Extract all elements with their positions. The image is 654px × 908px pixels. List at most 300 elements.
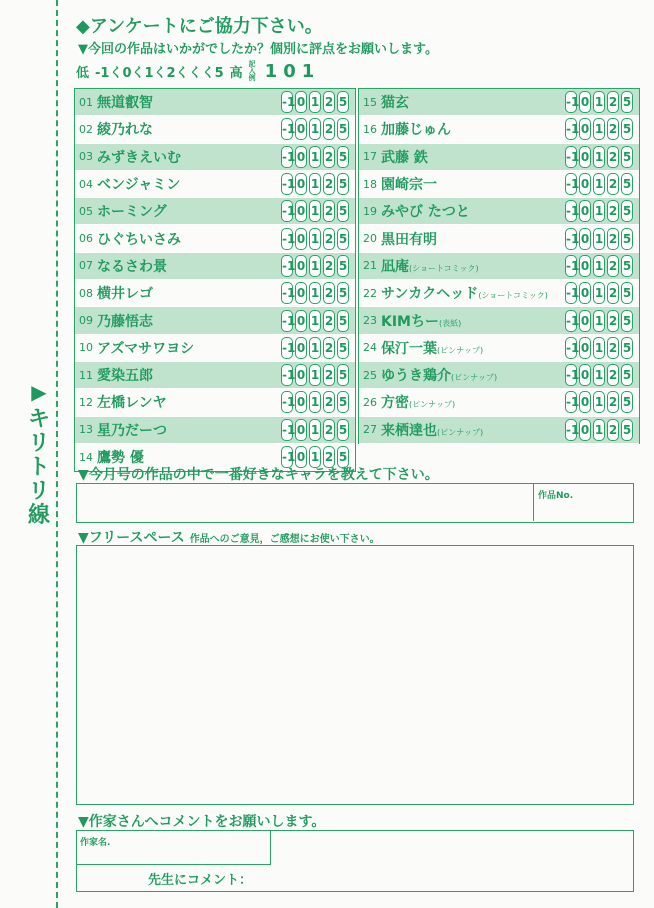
rating-row-number: 24 xyxy=(363,341,377,355)
rating-option[interactable]: -1 xyxy=(565,228,577,250)
rating-option[interactable]: 1 xyxy=(309,255,321,277)
rating-row-number: 04 xyxy=(79,177,93,191)
free-space-heading: ▼フリースペース xyxy=(78,530,185,546)
rating-option[interactable]: 2 xyxy=(323,391,335,413)
rating-option[interactable]: 2 xyxy=(607,391,619,413)
author-name: サンカクヘッド xyxy=(381,286,479,303)
rating-row-number: 15 xyxy=(363,95,377,109)
rating-option[interactable]: -1 xyxy=(565,337,577,359)
rating-scale xyxy=(281,91,349,113)
rating-row xyxy=(359,144,639,171)
author-name: 乃藤悟志 xyxy=(97,313,153,330)
author-name: 来栖達也 xyxy=(381,422,437,439)
rating-option[interactable]: 1 xyxy=(309,118,321,140)
rating-scale xyxy=(281,391,349,413)
legend-low: 低 xyxy=(76,65,90,81)
rating-row-number: 11 xyxy=(79,368,93,382)
author-name: 左橋レンヤ xyxy=(97,395,167,412)
rating-option[interactable]: -1 xyxy=(281,228,293,250)
rating-row-number: 18 xyxy=(363,177,377,191)
rating-option[interactable]: 2 xyxy=(323,118,335,140)
rating-option[interactable]: -1 xyxy=(565,310,577,332)
rating-row xyxy=(75,89,355,116)
rating-legend xyxy=(76,60,314,82)
rating-option[interactable]: 0 xyxy=(295,255,307,277)
rating-option[interactable]: 5 xyxy=(337,91,349,113)
rating-option[interactable]: -1 xyxy=(565,255,577,277)
comment-title: ▼作家さんへコメントをお願いします。 xyxy=(78,814,326,830)
rating-option[interactable]: 0 xyxy=(295,419,307,441)
author-note: (ピンナップ) xyxy=(437,345,484,355)
rating-row-number: 26 xyxy=(363,395,377,409)
rating-row-number: 07 xyxy=(79,259,93,273)
rating-option[interactable]: 1 xyxy=(309,310,321,332)
rating-option[interactable]: 0 xyxy=(579,364,591,386)
rating-option[interactable]: 2 xyxy=(607,173,619,195)
rating-option[interactable]: 2 xyxy=(323,337,335,359)
rating-scale xyxy=(565,310,633,332)
rating-row-author xyxy=(97,420,281,440)
rating-option[interactable]: 0 xyxy=(579,200,591,222)
rating-option[interactable]: -1 xyxy=(281,91,293,113)
rating-option[interactable]: 0 xyxy=(295,118,307,140)
rating-option[interactable]: 0 xyxy=(295,337,307,359)
author-name: 星乃だーつ xyxy=(97,422,167,439)
rating-option[interactable]: 1 xyxy=(593,310,605,332)
rating-option[interactable]: 2 xyxy=(323,173,335,195)
rating-option[interactable]: 0 xyxy=(579,146,591,168)
rating-option[interactable]: -1 xyxy=(281,282,293,304)
rating-option[interactable]: 1 xyxy=(309,228,321,250)
rating-option[interactable]: 0 xyxy=(579,419,591,441)
rating-option[interactable]: 1 xyxy=(309,282,321,304)
survey-title: ◆アンケートにご協力下さい。 xyxy=(76,16,323,37)
rating-option[interactable]: -1 xyxy=(281,391,293,413)
rating-option[interactable]: -1 xyxy=(565,200,577,222)
rating-option[interactable]: 0 xyxy=(295,173,307,195)
rating-scale xyxy=(565,118,633,140)
rating-row xyxy=(359,280,639,307)
rating-row xyxy=(359,417,639,444)
rating-row-number: 06 xyxy=(79,232,93,246)
rating-option[interactable]: -1 xyxy=(565,282,577,304)
rating-scale xyxy=(565,419,633,441)
rating-option[interactable]: 0 xyxy=(295,446,307,468)
rating-row-author xyxy=(97,229,281,249)
rating-option[interactable]: 1 xyxy=(593,282,605,304)
cut-text-char: リ xyxy=(27,431,50,456)
rating-scale xyxy=(565,200,633,222)
author-note: (ピンナップ) xyxy=(451,373,498,383)
rating-option[interactable]: 1 xyxy=(309,446,321,468)
author-name: みやび たつと xyxy=(381,204,470,221)
rating-row-author xyxy=(97,256,281,276)
rating-scale xyxy=(281,200,349,222)
rating-option[interactable]: 2 xyxy=(323,228,335,250)
rating-row xyxy=(75,198,355,225)
author-name: 凪庵 xyxy=(381,258,409,275)
rating-scale xyxy=(281,419,349,441)
rating-scale xyxy=(565,282,633,304)
rating-option[interactable]: 2 xyxy=(323,310,335,332)
rating-option[interactable]: 0 xyxy=(295,310,307,332)
rating-option[interactable]: 2 xyxy=(323,200,335,222)
rating-row xyxy=(359,307,639,334)
rating-scale xyxy=(281,337,349,359)
rating-option[interactable]: 5 xyxy=(337,200,349,222)
cut-arrow-icon: ▶ xyxy=(31,380,47,404)
rating-option[interactable]: 1 xyxy=(309,337,321,359)
legend-example-label: 記入例 xyxy=(248,59,256,82)
rating-option[interactable]: -1 xyxy=(281,255,293,277)
rating-row xyxy=(75,171,355,198)
rating-option[interactable]: 5 xyxy=(337,337,349,359)
rating-row-number: 23 xyxy=(363,314,377,328)
rating-option[interactable]: 5 xyxy=(337,255,349,277)
rating-row-number: 27 xyxy=(363,423,377,437)
rating-option[interactable]: 2 xyxy=(607,255,619,277)
rating-option[interactable]: -1 xyxy=(281,173,293,195)
rating-row-author xyxy=(97,311,281,331)
rating-row-author xyxy=(97,392,281,412)
rating-option[interactable]: 1 xyxy=(593,228,605,250)
author-name: 黒田有明 xyxy=(381,231,437,248)
rating-row-author xyxy=(381,338,565,358)
rating-option[interactable]: -1 xyxy=(565,419,577,441)
rating-scale xyxy=(281,228,349,250)
rating-option[interactable]: -1 xyxy=(565,364,577,386)
rating-option[interactable]: 5 xyxy=(621,282,633,304)
rating-row-number: 02 xyxy=(79,122,93,136)
free-space-note: 作品へのご意見，ご感想にお使い下さい。 xyxy=(189,534,380,545)
rating-option[interactable]: 2 xyxy=(607,337,619,359)
author-label: 作家名. xyxy=(80,838,111,848)
cut-text-char: 線 xyxy=(27,503,50,528)
rating-option[interactable]: 5 xyxy=(621,337,633,359)
rating-option[interactable]: 5 xyxy=(337,310,349,332)
legend-example-mark-1: 1 xyxy=(264,60,278,82)
rating-row xyxy=(75,307,355,334)
rating-option[interactable]: 2 xyxy=(607,282,619,304)
author-name: アズマサワヨシ xyxy=(97,340,195,357)
rating-row-number: 05 xyxy=(79,204,93,218)
legend-high: 高 xyxy=(229,65,243,81)
rating-option[interactable]: 5 xyxy=(337,282,349,304)
free-space-field[interactable] xyxy=(76,545,634,805)
rating-row xyxy=(359,225,639,252)
rating-option[interactable]: 0 xyxy=(579,282,591,304)
rating-row-number: 25 xyxy=(363,368,377,382)
rating-option[interactable]: 0 xyxy=(295,364,307,386)
author-name: 園崎宗一 xyxy=(381,177,437,194)
author-note: (表紙) xyxy=(439,318,462,328)
rating-row-author xyxy=(381,229,565,249)
rating-row-number: 08 xyxy=(79,286,93,300)
author-name: ゆうき鶏介 xyxy=(381,368,451,385)
rating-row-number: 13 xyxy=(79,423,93,437)
rating-row-author xyxy=(381,283,565,303)
rating-option[interactable]: 2 xyxy=(607,310,619,332)
rating-option[interactable]: 0 xyxy=(579,391,591,413)
rating-option[interactable]: 5 xyxy=(337,446,349,468)
rating-row xyxy=(359,89,639,116)
rating-option[interactable]: 1 xyxy=(309,364,321,386)
rating-scale xyxy=(281,282,349,304)
rating-row-author xyxy=(381,392,565,412)
rating-option[interactable]: 5 xyxy=(621,200,633,222)
rating-option[interactable]: -1 xyxy=(565,391,577,413)
rating-option[interactable]: 5 xyxy=(337,228,349,250)
rating-row xyxy=(75,362,355,389)
favorite-title: ▼今月号の作品の中で一番好きなキャラを教えて下さい。 xyxy=(78,467,439,483)
rating-scale xyxy=(565,337,633,359)
rating-row xyxy=(359,116,639,143)
author-name: 愛染五郎 xyxy=(97,368,153,385)
rating-scale xyxy=(565,364,633,386)
rating-option[interactable]: -1 xyxy=(565,173,577,195)
rating-option[interactable]: -1 xyxy=(281,364,293,386)
rating-row xyxy=(75,335,355,362)
rating-scale xyxy=(281,255,349,277)
cut-text-char: ト xyxy=(27,455,50,480)
rating-row-author xyxy=(97,283,281,303)
rating-scale xyxy=(565,173,633,195)
rating-option[interactable]: 2 xyxy=(323,255,335,277)
rating-row-number: 19 xyxy=(363,204,377,218)
rating-option[interactable]: 1 xyxy=(309,391,321,413)
rating-option[interactable]: 1 xyxy=(309,146,321,168)
rating-row xyxy=(75,253,355,280)
rating-row-number: 03 xyxy=(79,150,93,164)
rating-option[interactable]: 0 xyxy=(579,118,591,140)
rating-row xyxy=(75,116,355,143)
author-name: みずきえいむ xyxy=(97,149,181,166)
author-name: 横井レゴ xyxy=(97,286,153,303)
rating-option[interactable]: 1 xyxy=(593,173,605,195)
rating-option[interactable]: 2 xyxy=(607,228,619,250)
rating-row-number: 10 xyxy=(79,341,93,355)
cut-text xyxy=(24,408,54,528)
rating-row-author xyxy=(381,201,565,221)
work-no-label: 作品No. xyxy=(538,491,574,501)
rating-option[interactable]: 2 xyxy=(607,200,619,222)
rating-row-number: 01 xyxy=(79,95,93,109)
author-name: 綾乃れな xyxy=(97,122,153,139)
rating-row-author xyxy=(97,119,281,139)
rating-option[interactable]: 0 xyxy=(295,282,307,304)
rating-option[interactable]: -1 xyxy=(281,118,293,140)
rating-option[interactable]: -1 xyxy=(281,337,293,359)
rating-option[interactable]: 1 xyxy=(593,118,605,140)
author-name: 無道叡智 xyxy=(97,95,153,112)
rating-option[interactable]: 1 xyxy=(593,200,605,222)
author-name: ホーミング xyxy=(97,204,167,221)
rating-option[interactable]: 1 xyxy=(309,419,321,441)
rating-row xyxy=(359,362,639,389)
rating-option[interactable]: 1 xyxy=(593,419,605,441)
rating-row-author xyxy=(381,119,565,139)
legend-scale: -1く0く1く2くくく5 xyxy=(95,65,224,81)
rating-option[interactable]: 2 xyxy=(607,419,619,441)
rating-option[interactable]: 2 xyxy=(323,446,335,468)
rating-option[interactable]: -1 xyxy=(281,419,293,441)
rating-option[interactable]: 0 xyxy=(295,91,307,113)
author-name: なるさわ景 xyxy=(97,258,167,275)
rating-row-author xyxy=(381,147,565,167)
rating-option[interactable]: 5 xyxy=(337,118,349,140)
rating-option[interactable]: 5 xyxy=(621,391,633,413)
teacher-comment-label: 先生にコメント： xyxy=(148,873,253,888)
rating-option[interactable]: 2 xyxy=(323,91,335,113)
legend-example-mark-2: 0 xyxy=(283,60,296,82)
rating-option[interactable]: 5 xyxy=(621,419,633,441)
author-name: 鷹勢 優 xyxy=(97,450,144,466)
rating-row-number: 09 xyxy=(79,314,93,328)
rating-row-number: 22 xyxy=(363,286,377,300)
author-name: 方密 xyxy=(381,395,409,412)
rating-option[interactable]: 2 xyxy=(323,282,335,304)
free-space-title xyxy=(78,527,380,547)
rating-row-author xyxy=(97,174,281,194)
rating-option[interactable]: 2 xyxy=(607,91,619,113)
rating-row-author xyxy=(381,420,565,440)
rating-row xyxy=(359,198,639,225)
survey-subtitle: ▼今回の作品はいかがでしたか？個別に評点をお願いします。 xyxy=(78,42,438,57)
cut-text-char: キ xyxy=(27,407,50,432)
rating-option[interactable]: 2 xyxy=(607,118,619,140)
author-name: ひぐちいさみ xyxy=(97,231,181,248)
rating-row-number: 21 xyxy=(363,259,377,273)
rating-scale xyxy=(565,391,633,413)
rating-option[interactable]: 0 xyxy=(295,228,307,250)
rating-option[interactable]: -1 xyxy=(281,446,293,468)
rating-option[interactable]: 5 xyxy=(621,173,633,195)
cut-text-char: リ xyxy=(27,479,50,504)
author-name: 保汀一葉 xyxy=(381,340,437,357)
rating-option[interactable]: 5 xyxy=(621,91,633,113)
rating-row xyxy=(75,225,355,252)
rating-option[interactable]: -1 xyxy=(565,146,577,168)
rating-option[interactable]: -1 xyxy=(281,310,293,332)
rating-option[interactable]: 0 xyxy=(579,173,591,195)
rating-option[interactable]: 1 xyxy=(309,91,321,113)
rating-scale xyxy=(565,146,633,168)
rating-option[interactable]: 5 xyxy=(337,146,349,168)
rating-row xyxy=(75,280,355,307)
rating-scale xyxy=(281,364,349,386)
rating-row-author xyxy=(381,174,565,194)
rating-row-number: 14 xyxy=(79,450,93,464)
rating-scale xyxy=(565,228,633,250)
rating-option[interactable]: 0 xyxy=(579,310,591,332)
rating-row-number: 20 xyxy=(363,232,377,246)
cut-line-label xyxy=(24,380,54,528)
rating-row-author xyxy=(381,92,565,112)
rating-row xyxy=(359,389,639,416)
rating-scale xyxy=(281,173,349,195)
rating-option[interactable]: 2 xyxy=(323,146,335,168)
rating-option[interactable]: 5 xyxy=(337,391,349,413)
rating-option[interactable]: 1 xyxy=(309,200,321,222)
rating-row-number: 17 xyxy=(363,150,377,164)
rating-option[interactable]: 0 xyxy=(579,337,591,359)
rating-option[interactable]: 0 xyxy=(295,146,307,168)
rating-option[interactable]: 2 xyxy=(607,364,619,386)
rating-option[interactable]: 1 xyxy=(593,255,605,277)
rating-option[interactable]: 5 xyxy=(621,146,633,168)
author-name: KIMちー xyxy=(381,313,439,330)
rating-option[interactable]: 0 xyxy=(295,200,307,222)
rating-option[interactable]: 5 xyxy=(621,310,633,332)
rating-scale xyxy=(281,310,349,332)
rating-option[interactable]: -1 xyxy=(565,118,577,140)
rating-row-author xyxy=(381,365,565,385)
rating-row-author xyxy=(97,201,281,221)
rating-row-author xyxy=(97,365,281,385)
rating-option[interactable]: 5 xyxy=(621,255,633,277)
rating-option[interactable]: -1 xyxy=(281,146,293,168)
rating-row-author xyxy=(97,338,281,358)
rating-option[interactable]: -1 xyxy=(565,91,577,113)
rating-option[interactable]: 1 xyxy=(593,146,605,168)
author-name: ベンジャミン xyxy=(97,177,181,194)
author-note: (ピンナップ) xyxy=(409,400,456,410)
rating-option[interactable]: 1 xyxy=(593,337,605,359)
rating-option[interactable]: 1 xyxy=(593,391,605,413)
rating-option[interactable]: 5 xyxy=(337,173,349,195)
rating-column-left xyxy=(74,88,356,472)
rating-option[interactable]: 0 xyxy=(579,228,591,250)
author-name: 猫玄 xyxy=(381,95,409,112)
rating-scale xyxy=(281,118,349,140)
rating-scale xyxy=(565,255,633,277)
rating-option[interactable]: 0 xyxy=(295,391,307,413)
rating-option[interactable]: 0 xyxy=(579,91,591,113)
rating-option[interactable]: 5 xyxy=(621,228,633,250)
favorite-divider xyxy=(533,483,534,521)
rating-table xyxy=(74,88,638,466)
rating-option[interactable]: 2 xyxy=(607,146,619,168)
rating-option[interactable]: 0 xyxy=(579,255,591,277)
rating-column-right xyxy=(358,88,640,444)
rating-option[interactable]: 1 xyxy=(593,364,605,386)
rating-row xyxy=(75,389,355,416)
author-note: (ショートコミック) xyxy=(478,291,548,301)
author-note: (ショートコミック) xyxy=(409,263,479,273)
rating-row xyxy=(359,335,639,362)
cut-line xyxy=(56,0,58,908)
rating-option[interactable]: 5 xyxy=(621,364,633,386)
rating-row xyxy=(359,253,639,280)
rating-option[interactable]: 2 xyxy=(323,364,335,386)
author-note: (ピンナップ) xyxy=(437,427,484,437)
rating-scale xyxy=(281,146,349,168)
rating-row-number: 12 xyxy=(79,395,93,409)
rating-option[interactable]: 2 xyxy=(323,419,335,441)
rating-option[interactable]: 5 xyxy=(337,419,349,441)
rating-option[interactable]: -1 xyxy=(281,200,293,222)
rating-option[interactable]: 5 xyxy=(337,364,349,386)
author-name: 加藤じゅん xyxy=(381,122,451,139)
rating-option[interactable]: 5 xyxy=(621,118,633,140)
rating-row-number: 16 xyxy=(363,122,377,136)
rating-option[interactable]: 1 xyxy=(593,91,605,113)
rating-row xyxy=(359,171,639,198)
rating-row xyxy=(75,417,355,444)
rating-row-author xyxy=(97,147,281,167)
rating-row xyxy=(75,144,355,171)
rating-option[interactable]: 1 xyxy=(309,173,321,195)
